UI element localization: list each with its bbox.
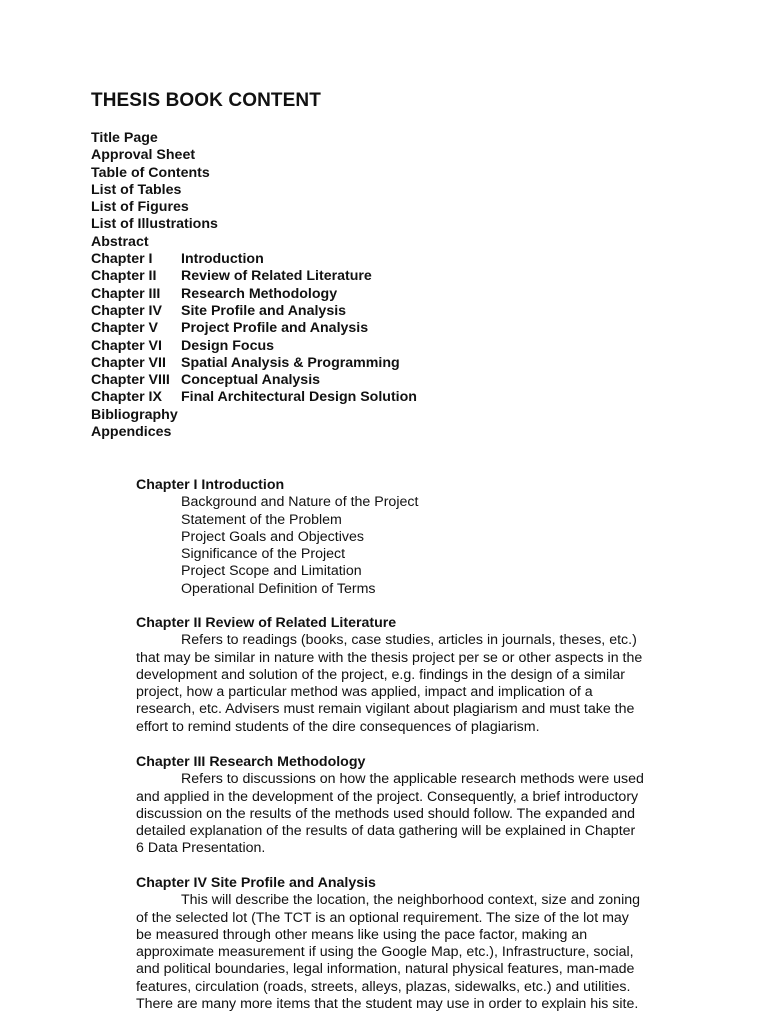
toc-entry-label: Design Focus [181,337,275,354]
section-topic: Statement of the Problem [181,511,342,528]
toc-entry-chapter-3 [91,286,417,303]
toc-chapter-number: Chapter VII [91,354,166,371]
toc-entry-label: Approval Sheet [91,147,196,164]
section-chapter-2 [136,615,676,736]
paragraph-line: be measured through other means like using the pace factor, making an [136,926,588,943]
paragraph-line: discussion on the results of the methods used should follow. The expanded and [136,805,635,822]
toc-entry-approval-sheet [91,147,417,164]
section-chapter-4 [136,875,676,1013]
toc-entry-label: Project Profile and Analysis [181,320,369,337]
toc-entry-list-of-tables [91,182,417,199]
toc-entry-label: Bibliography [91,406,178,423]
paragraph-line: development and solution of the project, e.g. findings in the design of a similar [136,666,625,683]
section-chapter-1 [136,477,676,598]
toc-entry-bibliography [91,407,417,424]
section-topic: Significance of the Project [181,546,346,563]
section-topic: Project Scope and Limitation [181,563,362,580]
toc-entry-chapter-5 [91,320,417,337]
contents-list [91,130,417,441]
toc-chapter-number: Chapter VIII [91,372,170,389]
toc-entry-label: Appendices [91,424,172,441]
paragraph-line: that may be similar in nature with the thesis project per se or other aspects in the [136,649,643,666]
toc-chapter-number: Chapter IX [91,389,162,406]
toc-chapter-number: Chapter IV [91,302,162,319]
section-topic: Background and Nature of the Project [181,494,419,511]
toc-entry-table-of-contents [91,165,417,182]
toc-entry-label: Spatial Analysis & Programming [181,354,400,371]
toc-entry-chapter-4 [91,303,417,320]
paragraph-line: project, how a particular method was applied, impact and implication of a [136,684,593,701]
section-heading: Chapter IV Site Profile and Analysis [136,875,376,891]
toc-entry-appendices [91,424,417,441]
section-heading: Chapter I Introduction [136,477,285,493]
toc-entry-label: Review of Related Literature [181,268,372,285]
paragraph-line: 6 Data Presentation. [136,840,266,857]
section-topic: Project Goals and Objectives [181,528,364,545]
section-paragraph [136,632,676,736]
paragraph-line: approximate measurement if using the Google Map, etc.), Infrastructure, social, [136,944,634,961]
toc-entry-chapter-2 [91,268,417,285]
toc-entry-chapter-6 [91,338,417,355]
toc-entry-label: Table of Contents [91,164,210,181]
section-topic-list [136,494,676,598]
section-paragraph [136,771,676,857]
toc-entry-label: Introduction [181,251,264,268]
toc-chapter-number: Chapter III [91,285,161,302]
paragraph-line: Refers to readings (books, case studies, articles in journals, theses, etc.) [181,632,637,649]
paragraph-line: This will describe the location, the neighborhood context, size and zoning [181,892,641,909]
toc-entry-label: Title Page [91,130,158,146]
section-heading: Chapter II Review of Related Literature [136,615,397,631]
toc-entry-chapter-9 [91,389,417,406]
paragraph-line: of the selected lot (The TCT is an optional requirement. The size of the lot may [136,909,629,926]
toc-entry-title-page [91,130,417,147]
paragraph-line: effort to remind students of the dire consequences of plagiarism. [136,718,540,735]
toc-entry-chapter-8 [91,372,417,389]
toc-entry-label: Abstract [91,233,149,250]
section-paragraph [136,892,676,1013]
paragraph-line: There are many more items that the student may use in order to explain his site. [136,996,639,1013]
section-chapter-3 [136,754,676,858]
toc-entry-label: Conceptual Analysis [181,372,321,389]
toc-entry-label: List of Tables [91,181,182,198]
paragraph-line: Refers to discussions on how the applicable research methods were used [181,771,644,788]
toc-entry-abstract [91,234,417,251]
paragraph-line: and political boundaries, legal information, natural physical features, man-made [136,961,635,978]
toc-entry-label: List of Figures [91,199,189,216]
toc-entry-list-of-illustrations [91,216,417,233]
toc-entry-chapter-7 [91,355,417,372]
toc-entry-list-of-figures [91,199,417,216]
paragraph-line: and applied in the development of the project. Consequently, a brief introductory [136,788,639,805]
toc-entry-label: Final Architectural Design Solution [181,389,417,406]
toc-entry-chapter-1 [91,251,417,268]
toc-chapter-number: Chapter I [91,251,153,268]
toc-chapter-number: Chapter V [91,320,159,337]
paragraph-line: features, circulation (roads, streets, alleys, plazas, sidewalks, etc.) and utilities. [136,978,631,995]
section-heading: Chapter III Research Methodology [136,754,366,770]
toc-entry-label: List of Illustrations [91,216,218,233]
document-title: THESIS BOOK CONTENT [91,90,321,111]
paragraph-line: research, etc. Advisers must remain vigilant about plagiarism and must take the [136,701,635,718]
toc-entry-label: Research Methodology [181,285,338,302]
toc-entry-label: Site Profile and Analysis [181,302,347,319]
section-topic: Operational Definition of Terms [181,580,376,597]
toc-chapter-number: Chapter VI [91,337,162,354]
paragraph-line: detailed explanation of the results of data gathering will be explained in Chapter [136,823,636,840]
toc-chapter-number: Chapter II [91,268,157,285]
